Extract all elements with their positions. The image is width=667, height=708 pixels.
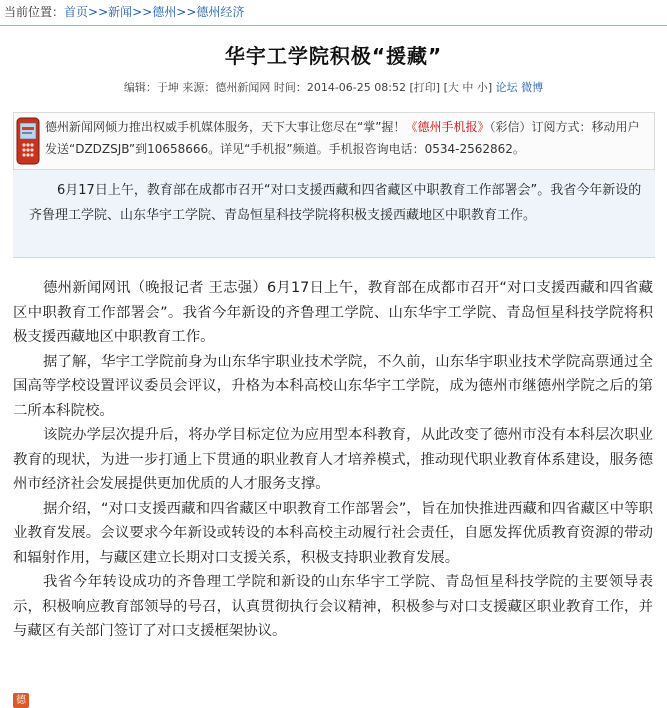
article-title: 华宇工学院积极“援藏” [224, 44, 443, 68]
font-size-close-bracket: ] [487, 81, 493, 94]
mobile-ad-text [45, 116, 651, 160]
source-name: 德州新闻网 [215, 81, 271, 94]
time-label: 时间： [273, 81, 307, 94]
publish-time: 2014-06-25 08:52 [306, 81, 406, 94]
article-paragraph: 该院办学层次提升后，将办学目标定位为应用型本科教育，从此改变了德州市没有本科层次职业教育的现状，为进一步打通上下贯通的职业教育人才培养模式，推动现代职业教育体系建设，服务德州市经济社会发展提供更加优质的人才服务支撑。 [13, 427, 653, 492]
weibo-link[interactable]: 微博 [521, 81, 544, 94]
font-large-button[interactable]: 大 [447, 81, 459, 94]
font-medium-button[interactable]: 中 [462, 81, 474, 94]
breadcrumb-divider [0, 25, 667, 26]
mobile-newspaper-ad [13, 112, 655, 170]
print-button[interactable]: [打印] [409, 81, 441, 94]
mobile-phone-icon [15, 116, 41, 166]
font-small-button[interactable]: 小 [476, 81, 488, 94]
article-body [13, 276, 653, 644]
forum-link[interactable]: 论坛 [495, 81, 518, 94]
source-label: 来源： [182, 81, 216, 94]
breadcrumb-news[interactable]: 新闻 [108, 5, 133, 19]
breadcrumb-prefix: 当前位置： [4, 5, 65, 19]
site-logo-icon: 德 [13, 693, 29, 708]
breadcrumb-home[interactable]: 首页 [64, 5, 89, 19]
breadcrumb [0, 0, 667, 24]
article-paragraph: 据介绍，“对口支援西藏和四省藏区中职教育工作部署会”，旨在加快推进西藏和四省藏区中等职业教育发展。会议要求今年新设或转设的本科高校主动履行社会责任，自愿发挥优质教育资源的带动和辐射作用，与藏区建立长期对口支援关系，积极支持职业教育发展。 [13, 500, 653, 566]
mobile-ad-intro: 德州新闻网倾力推出权威手机媒体服务，天下大事让您尽在“掌”握！ [45, 120, 406, 134]
mobile-newspaper-link[interactable]: 《德州手机报》 [405, 120, 490, 134]
editor-name: 于坤 [156, 81, 179, 94]
editor-label: 编辑： [123, 81, 157, 94]
breadcrumb-separator: >> [132, 5, 153, 19]
breadcrumb-separator: >> [88, 5, 109, 19]
breadcrumb-separator: >> [176, 5, 197, 19]
article-meta [0, 79, 667, 95]
breadcrumb-dezhou-economy[interactable]: 德州经济 [196, 5, 245, 19]
article-paragraph: 我省今年转设成功的齐鲁理工学院和新设的山东华宇工学院、青岛恒星科技学院的主要领导表示，积极响应教育部领导的号召，认真贯彻执行会议精神，积极参与对口支援藏区职业教育工作，并与藏区有关部门签订了对口支援框架协议。 [13, 574, 653, 639]
article-paragraph: 据了解，华宇工学院前身为山东华宇职业技术学院，不久前，山东华宇职业技术学院高票通过全国高等学校设置评议委员会评议，升格为本科高校山东华宇工学院，成为德州市继德州学院之后的第二所本科院校。 [13, 353, 653, 419]
article-summary: 6月17日上午，教育部在成都市召开“对口支援西藏和四省藏区中职教育工作部署会”。我省今年新设的齐鲁理工学院、山东华宇工学院、青岛恒星科技学院将积极支援西藏地区中职教育工作。 [13, 170, 655, 258]
breadcrumb-dezhou[interactable]: 德州 [152, 5, 177, 19]
font-size-open-bracket: [ [443, 81, 448, 94]
mobile-ad-subscribe-info: （彩信）订阅方式：移动用户发送“DZDZSJB”到10658666。详见“手机报”频道。手机报咨询电话：0534-2562862。 [45, 120, 640, 156]
article-paragraph: 德州新闻网讯（晚报记者 王志强）6月17日上午，教育部在成都市召开“对口支援西藏和四省藏区中职教育工作部署会”。我省今年新设的齐鲁理工学院、山东华宇工学院、青岛恒星科技学院将积极支援西藏地区中职教育工作。 [13, 280, 653, 345]
